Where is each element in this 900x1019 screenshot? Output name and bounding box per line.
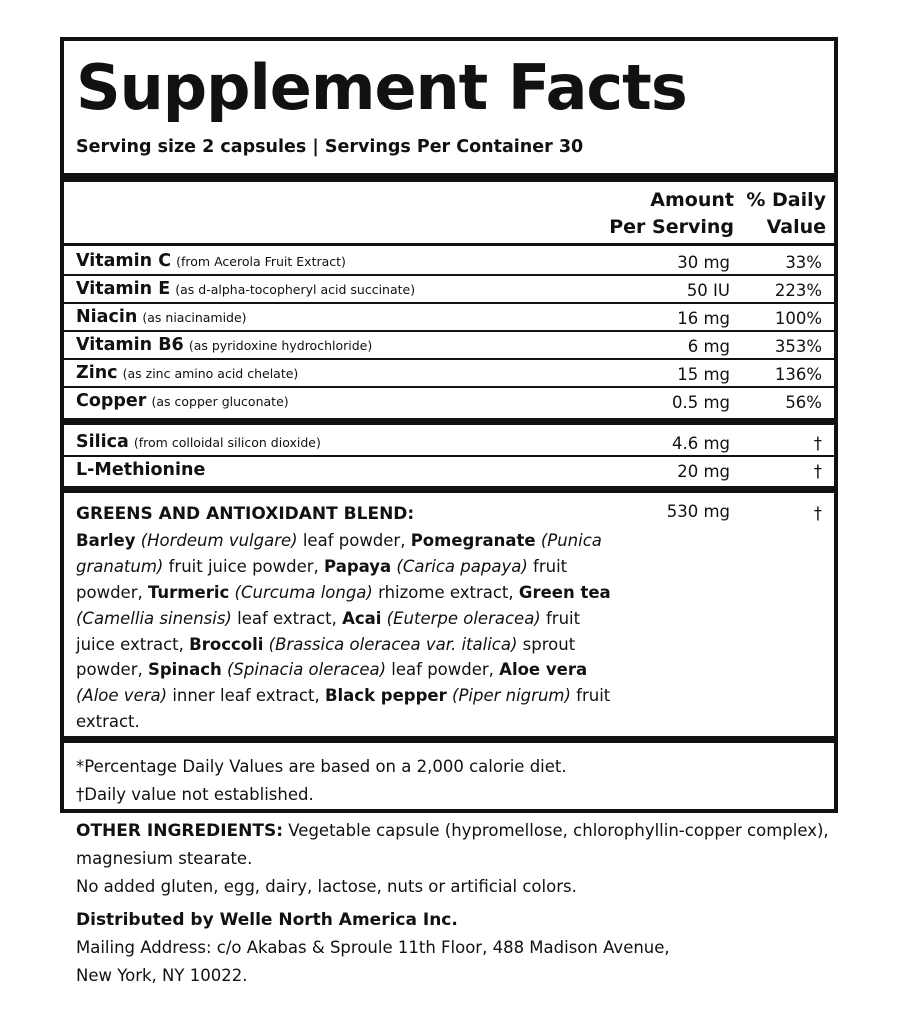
nutrient-row bbox=[76, 429, 822, 455]
nutrient-source: (from Acerola Fruit Extract) bbox=[176, 254, 346, 269]
other-ingredients-text: Vegetable capsule (hypromellose, chlorophyllin-copper complex), magnesium stearate. bbox=[76, 821, 829, 868]
nutrient-amount: 30 mg bbox=[677, 253, 730, 272]
blend-ingredient-name: Broccoli bbox=[189, 634, 264, 654]
nutrient-daily-value: 223% bbox=[774, 281, 822, 300]
nutrient-name: Vitamin B6 bbox=[76, 335, 184, 355]
amount-column-header: Amount Per Serving bbox=[609, 189, 734, 238]
nutrient-source: (from colloidal silicon dioxide) bbox=[133, 435, 321, 450]
distributor-info bbox=[76, 906, 856, 934]
blend-ingredient-part: leaf powder bbox=[391, 660, 489, 680]
nutrient-daily-value: 353% bbox=[774, 337, 822, 356]
blend-ingredient-latin: (Piper nigrum) bbox=[452, 686, 571, 706]
blend-ingredient-part: fruit juice extract bbox=[76, 608, 581, 654]
nutrient-source: (as niacinamide) bbox=[142, 310, 247, 325]
nutrient-source: (as d-alpha-tocopheryl acid succinate) bbox=[175, 282, 416, 297]
blend-heading: GREENS AND ANTIOXIDANT BLEND: bbox=[76, 504, 415, 524]
blend-ingredient-name: Turmeric bbox=[147, 582, 230, 602]
blend-ingredient-latin: (Carica papaya) bbox=[396, 556, 528, 576]
blend-ingredient-name: Green tea bbox=[518, 582, 611, 602]
blend-ingredient-part: fruit juice powder bbox=[168, 556, 314, 576]
nutrient-amount: 6 mg bbox=[687, 337, 730, 356]
nutrient-amount: 15 mg bbox=[677, 365, 730, 384]
blend-daily-value: † bbox=[813, 504, 822, 523]
blend-ingredient-part: leaf extract bbox=[237, 608, 332, 628]
blend-ingredient-latin: (Aloe vera) bbox=[76, 686, 168, 706]
nutrient-amount: 4.6 mg bbox=[671, 434, 730, 453]
blend-ingredient-latin: (Hordeum vulgare) bbox=[140, 530, 298, 550]
nutrient-daily-value: 100% bbox=[774, 309, 822, 328]
serving-info: Serving size 2 capsules | Servings Per Container 30 bbox=[76, 137, 584, 157]
blend-ingredient-part: fruit powder bbox=[76, 556, 568, 602]
blend-ingredient-part: leaf powder bbox=[302, 530, 401, 550]
blend-amount: 530 mg bbox=[666, 502, 730, 521]
nutrient-row bbox=[76, 304, 822, 330]
nutrient-row bbox=[76, 248, 822, 274]
nutrient-row bbox=[76, 457, 822, 483]
blend-ingredient-name: Aloe vera bbox=[499, 660, 588, 680]
dagger-footnote: †Daily value not established. bbox=[76, 785, 314, 804]
daily-value-column-header: % Daily Value bbox=[746, 189, 826, 238]
nutrient-name: Niacin bbox=[76, 307, 138, 327]
nutrient-name: L-Methionine bbox=[76, 460, 206, 480]
blend-ingredient-name: Papaya bbox=[324, 556, 392, 576]
thick-divider bbox=[64, 736, 834, 743]
blend-ingredient-name: Acai bbox=[342, 608, 382, 628]
nutrient-name: Vitamin C bbox=[76, 251, 172, 271]
nutrient-name: Copper bbox=[76, 391, 147, 411]
nutrient-row bbox=[76, 360, 822, 386]
nutrient-row bbox=[76, 332, 822, 358]
nutrient-daily-value: † bbox=[813, 462, 822, 481]
nutrient-daily-value: † bbox=[813, 434, 822, 453]
nutrient-source: (as pyridoxine hydrochloride) bbox=[188, 338, 373, 353]
other-ingredients bbox=[76, 817, 856, 873]
blend-ingredient-name: Barley bbox=[76, 530, 136, 550]
nutrient-source: (as zinc amino acid chelate) bbox=[122, 366, 299, 381]
nutrient-amount: 0.5 mg bbox=[671, 393, 730, 412]
nutrient-source: (as copper gluconate) bbox=[151, 394, 289, 409]
nutrient-amount: 16 mg bbox=[677, 309, 730, 328]
header-divider bbox=[64, 243, 834, 246]
thick-divider bbox=[64, 486, 834, 493]
blend-ingredient-part: fruit extract. bbox=[76, 686, 611, 732]
address-line-1: Mailing Address: c/o Akabas & Sproule 11th Floor, 488 Madison Avenue, bbox=[76, 938, 670, 957]
nutrient-daily-value: 33% bbox=[785, 253, 822, 272]
percent-daily-footnote: *Percentage Daily Values are based on a 2,000 calorie diet. bbox=[76, 757, 567, 776]
panel-title: Supplement Facts bbox=[76, 51, 687, 124]
blend-ingredient-latin: (Brassica oleracea var. italica) bbox=[268, 634, 518, 654]
blend-ingredient-name: Black pepper bbox=[324, 686, 447, 706]
nutrient-daily-value: 136% bbox=[774, 365, 822, 384]
nutrient-name: Zinc bbox=[76, 363, 118, 383]
blend-ingredient-latin: (Punica granatum) bbox=[76, 530, 602, 576]
nutrient-amount: 50 IU bbox=[686, 281, 730, 300]
nutrient-amount: 20 mg bbox=[677, 462, 730, 481]
blend-ingredient-name: Spinach bbox=[147, 660, 222, 680]
supplement-facts-panel bbox=[60, 37, 838, 813]
free-from-statement: No added gluten, egg, dairy, lactose, nuts or artificial colors. bbox=[76, 877, 577, 896]
address-line-2: New York, NY 10022. bbox=[76, 966, 248, 985]
blend-ingredient-latin: (Spinacia oleracea) bbox=[227, 660, 387, 680]
blend-ingredient-part: sprout powder bbox=[76, 634, 576, 680]
nutrient-daily-value: 56% bbox=[785, 393, 822, 412]
nutrient-row bbox=[76, 388, 822, 414]
nutrient-name: Vitamin E bbox=[76, 279, 171, 299]
nutrient-row bbox=[76, 276, 822, 302]
blend-ingredient-latin: (Euterpe oleracea) bbox=[386, 608, 541, 628]
blend-ingredient-latin: (Curcuma longa) bbox=[234, 582, 373, 602]
blend-ingredient-latin: (Camellia sinensis) bbox=[76, 608, 232, 628]
footnotes bbox=[76, 753, 567, 809]
nutrient-name: Silica bbox=[76, 432, 129, 452]
other-ingredients-label: OTHER INGREDIENTS: bbox=[76, 821, 284, 841]
blend-ingredient-part: inner leaf extract bbox=[172, 686, 315, 706]
thick-divider bbox=[64, 173, 834, 182]
mailing-address bbox=[76, 934, 856, 990]
greens-blend-description: GREENS AND ANTIOXIDANT BLEND: Barley (Hordeum vulgare) leaf powder, Pomegranate (Punica granatum) fruit juice powder, Papaya (Carica papaya) fruit powder, Turmeric (Curcuma longa) rhizome extract, Green tea (Camellia sinensis) leaf extract, Acai (Euterpe oleracea) fruit juice extract, Broccoli (Brassica oleracea var. italica) sprout powder, Spinach (Spinacia oleracea) leaf powder, Aloe vera (Aloe vera) inner leaf extract, Black pepper (Piper nigrum) fruit extract. bbox=[76, 504, 611, 732]
blend-ingredient-part: rhizome extract bbox=[378, 582, 509, 602]
blend-ingredient-name: Pomegranate bbox=[410, 530, 536, 550]
thick-divider bbox=[64, 418, 834, 425]
distributor-name: Distributed by Welle North America Inc. bbox=[76, 910, 458, 930]
